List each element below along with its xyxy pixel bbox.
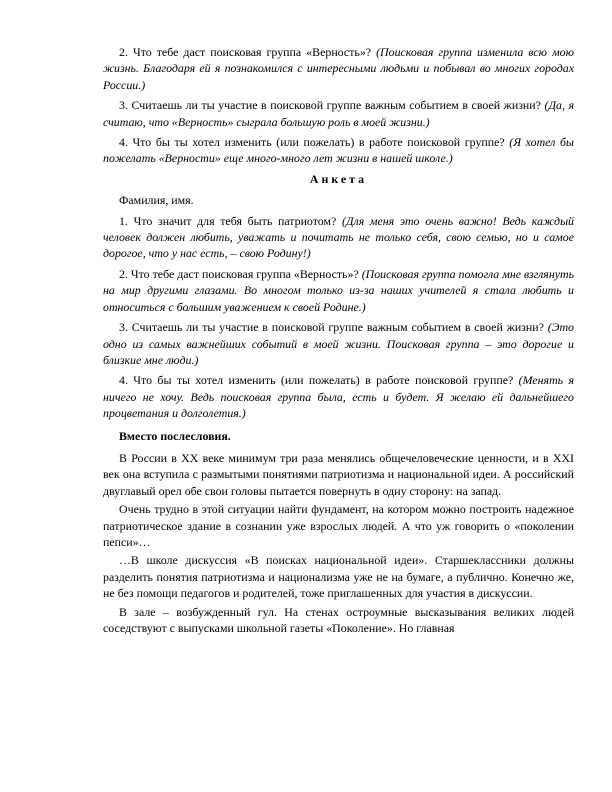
answer-text: (Для меня это очень важно! Ведь каждый человек должен любить, уважать и почитать не только себя, свою семью, но и самое дорогое, что у нас есть, – свою Родину!)	[103, 213, 574, 261]
survey1-item-2	[103, 44, 574, 93]
name-field-label: Фамилия, имя.	[119, 193, 194, 208]
question-text: 2. Что тебе даст поисковая группа «Верность»?	[119, 266, 359, 281]
afterword-paragraph: В зале – возбужденный гул. На стенах остроумные высказывания великих людей соседствуют с выпусками школьной газеты «Поколение». Но главная	[103, 604, 574, 635]
survey2-item-4	[103, 372, 574, 421]
question-text: 3. Считаешь ли ты участие в поисковой группе важным событием в своей жизни?	[119, 320, 544, 335]
survey2-item-1	[103, 213, 574, 262]
answer-text: (Это одно из самых важнейших событий в моей жизни. Поисковая группа – это дорогие и близкие мне люди.)	[103, 320, 574, 367]
answer-text: (Да, я считаю, что «Верность» сыграла большую роль в моей жизни.)	[103, 98, 575, 129]
afterword-paragraph: В России в ХХ веке минимум три раза менялись общечеловеческие ценности, и в XXI век она вступила с размытыми понятиями патриотизма и национальной идеи. А российский двуглавый орел обе свои головы пытается повернуть в одну сторону: на запад.	[103, 450, 574, 498]
afterword-body	[103, 450, 574, 636]
survey1-item-3	[103, 97, 574, 130]
question-text: 4. Что бы ты хотел изменить (или пожелать) в работе поисковой группе?	[119, 373, 514, 388]
survey-title: Анкета	[309, 171, 368, 186]
question-text: 3. Считаешь ли ты участие в поисковой группе важным событием в своей жизни?	[119, 98, 541, 113]
afterword-paragraph: …В школе дискуссия «В поисках национальной идеи». Старшеклассники должны разделить понятия патриотизма и национализма уже не на бумаге, а публично. Конечно же, не без помощи педагогов и родителей, тоже приглашенных для участия в дискуссии.	[103, 553, 574, 601]
answer-text: (Менять я ничего не хочу. Ведь поисковая группа была, есть и будет. Я желаю ей дальнейшего процветания и долголетия.)	[103, 373, 574, 421]
survey2-item-3	[103, 319, 574, 368]
question-text: 4. Что бы ты хотел изменить (или пожелать) в работе поисковой группе?	[119, 135, 505, 150]
answer-text: (Поисковая группа изменила всю мою жизнь. Благодаря ей я познакомился с интересными людьми и побывал во многих городах России.)	[103, 45, 574, 92]
answer-text: (Поисковая группа помогла мне взглянуть на мир другими глазами. Во многом только из-за наших учителей я стала любить и относиться с большим уважением к своей Родине.)	[103, 266, 574, 314]
answer-text: (Я хотел бы пожелать «Верности» еще много-много лет жизни в нашей школе.)	[103, 135, 574, 166]
survey1-item-4	[103, 134, 574, 167]
question-text: 1. Что значит для тебя быть патриотом?	[119, 213, 337, 228]
survey2-item-2	[103, 266, 574, 315]
afterword-paragraph: Очень трудно в этой ситуации найти фундамент, на котором можно построить надежное патриотическое здание в сознании уже взрослых людей. А что уж говорить о «поколении пепси»…	[103, 502, 574, 549]
question-text: 2. Что тебе даст поисковая группа «Верность»?	[119, 45, 372, 59]
afterword-heading: Вместо послесловия.	[119, 428, 231, 443]
